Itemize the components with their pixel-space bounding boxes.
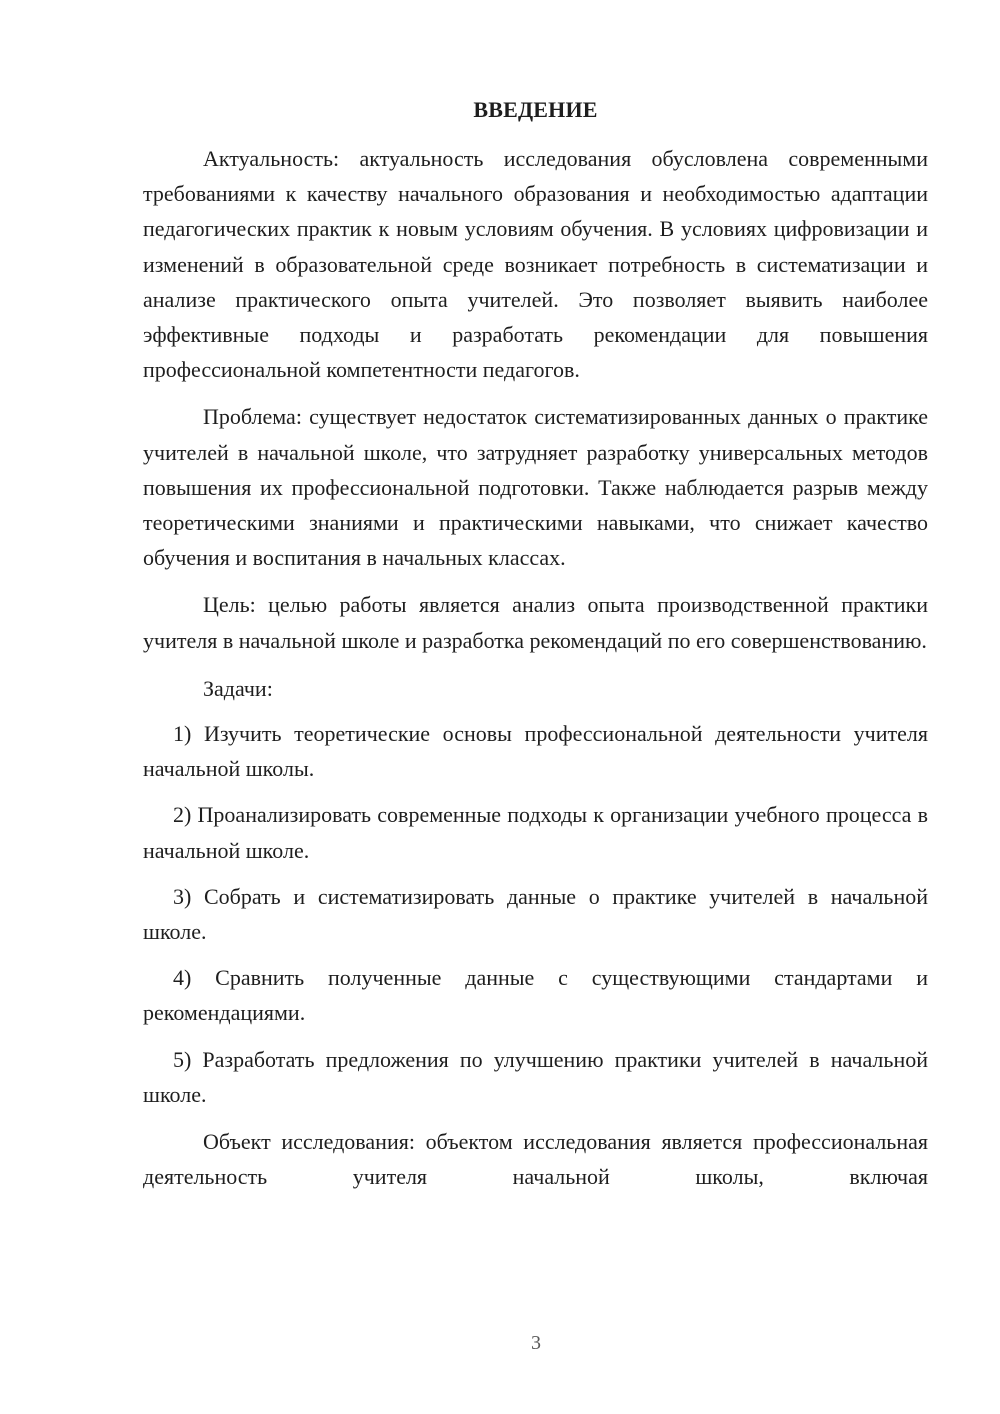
tasks-label: Задачи: bbox=[203, 675, 273, 701]
paragraph-problem: Проблема: существует недостаток систематизированных данных о практике учителей в начальной школе, что затрудняет разработку универсальных методов повышения их профессиональной подготовки. Также наблюдается разрыв между теоретическими знаниями и практическими навыками, что снижает качество обучения и воспитания в начальных классах. bbox=[143, 404, 928, 571]
page-number: 3 bbox=[531, 1332, 541, 1354]
page-body bbox=[143, 92, 928, 1194]
task-item: 3) Собрать и систематизировать данные о практике учителей в начальной школе. bbox=[143, 883, 928, 945]
task-item: 4) Сравнить полученные данные с существующими стандартами и рекомендациями. bbox=[143, 965, 928, 1026]
paragraph-relevance: Актуальность: актуальность исследования обусловлена современными требованиями к качеству начального образования и необходимостью адаптации педагогических практик к новым условиям обучения. В условиях цифровизации и изменений в образовательной среде возникает потребность в систематизации и анализе практического опыта учителей. Это позволяет выявить наиболее эффективные подходы и разработать рекомендации для повышения профессиональной компетентности педагогов. bbox=[143, 146, 928, 383]
task-item: 2) Проанализировать современные подходы к организации учебного процесса в начальной школе. bbox=[143, 802, 928, 863]
section-heading: ВВЕДЕНИЕ bbox=[473, 97, 598, 122]
paragraph-goal: Цель: целью работы является анализ опыта производственной практики учителя в начальной школе и разработка рекомендаций по его совершенствованию. bbox=[143, 592, 928, 653]
task-item: 1) Изучить теоретические основы профессиональной деятельности учителя начальной школы. bbox=[143, 721, 928, 782]
paragraph-object: Объект исследования: объектом исследования является профессиональная деятельность учителя начальной школы, включая bbox=[143, 1129, 928, 1190]
task-item: 5) Разработать предложения по улучшению практики учителей в начальной школе. bbox=[143, 1046, 928, 1107]
tasks-list bbox=[143, 716, 928, 1112]
